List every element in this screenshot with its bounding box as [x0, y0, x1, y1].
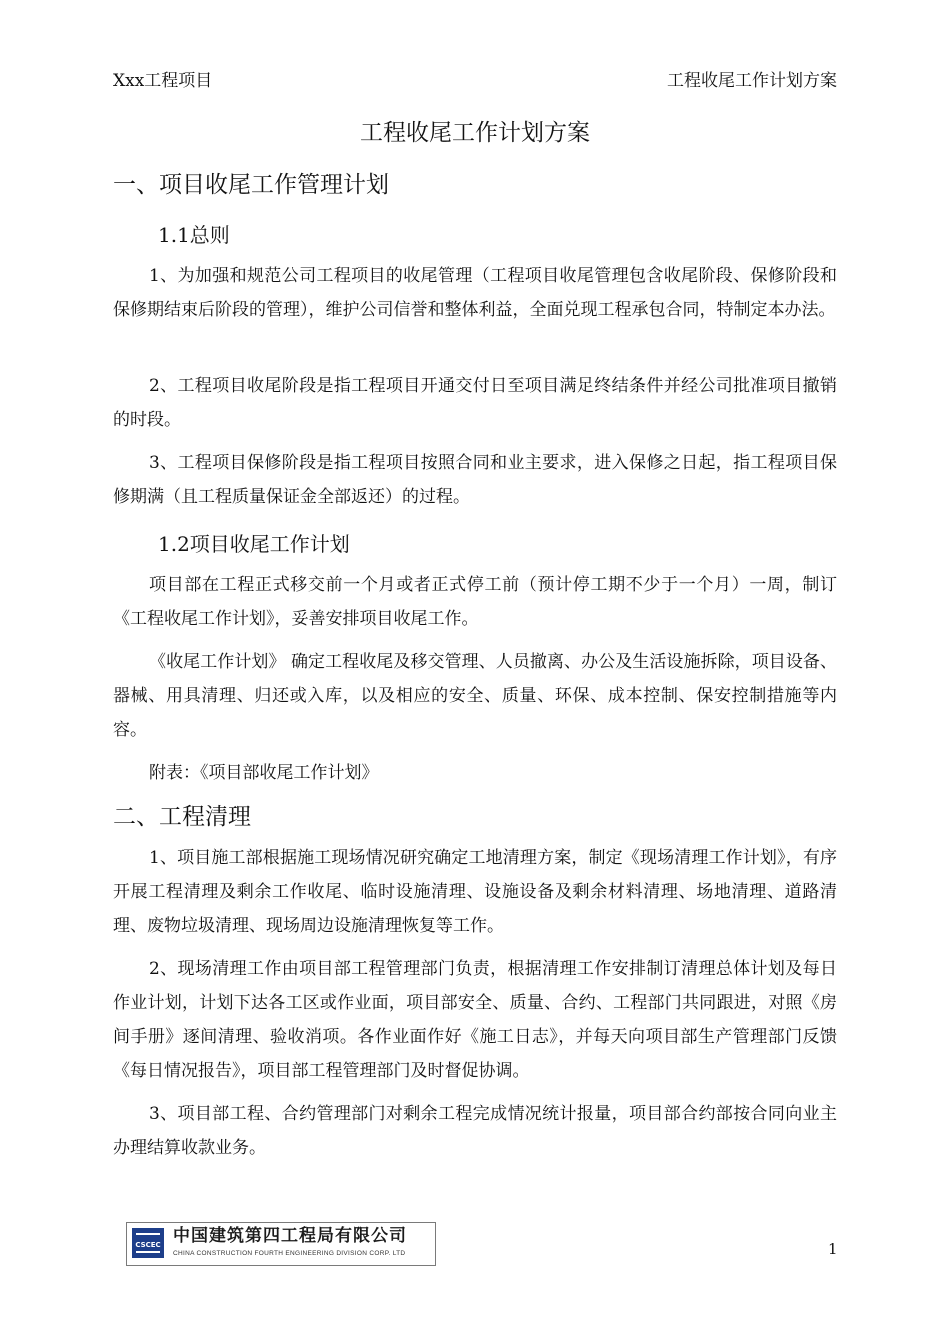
- paragraph: 3、项目部工程、合约管理部门对剩余工程完成情况统计报量，项目部合约部按合同向业主办理结算收款业务。: [113, 1104, 837, 1158]
- section-1-heading: 一、项目收尾工作管理计划: [113, 172, 389, 198]
- paragraph: 1、项目施工部根据施工现场情况研究确定工地清理方案，制定《现场清理工作计划》，有序开展工程清理及剩余工作收尾、临时设施清理、设施设备及剩余材料清理、场地清理、道路清理、废物垃圾清理、现场周边设施清理恢复等工作。: [113, 848, 837, 936]
- paragraph: 2、工程项目收尾阶段是指工程项目开通交付日至项目满足终结条件并经公司批准项目撤销的时段。: [113, 376, 837, 430]
- paragraph: 《收尾工作计划》 确定工程收尾及移交管理、人员撤离、办公及生活设施拆除，项目设备、器械、用具清理、归还或入库，以及相应的安全、质量、环保、成本控制、保安控制措施等内容。: [113, 652, 837, 740]
- subsection-1-1-heading: 1.1总则: [158, 223, 230, 247]
- paragraph: 1、为加强和规范公司工程项目的收尾管理（工程项目收尾管理包含收尾阶段、保修阶段和保修期结束后阶段的管理），维护公司信誉和整体利益，全面兑现工程承包合同，特制定本办法。: [113, 266, 837, 320]
- cscec-logo-icon: [132, 1228, 164, 1258]
- subsection-1-2-heading: 1.2项目收尾工作计划: [158, 532, 350, 556]
- company-logo: [126, 1222, 436, 1266]
- page-title: 工程收尾工作计划方案: [360, 120, 590, 146]
- header-document-title: 工程收尾工作计划方案: [667, 71, 837, 91]
- paragraph: 项目部在工程正式移交前一个月或者正式停工前（预计停工期不少于一个月）一周，制订《工程收尾工作计划》，妥善安排项目收尾工作。: [113, 575, 837, 629]
- logo-mark-text: CSCEC: [135, 1241, 161, 1249]
- paragraph: 附表：《项目部收尾工作计划》: [149, 763, 379, 783]
- section-2-heading: 二、工程清理: [113, 804, 251, 830]
- company-name-cn: 中国建筑第四工程局有限公司: [173, 1226, 407, 1246]
- header-project-name: Xxx工程项目: [113, 71, 213, 91]
- paragraph: 3、工程项目保修阶段是指工程项目按照合同和业主要求，进入保修之日起，指工程项目保修期满（且工程质量保证金全部返还）的过程。: [113, 453, 837, 507]
- page-number: 1: [828, 1240, 838, 1258]
- company-name-en: CHINA CONSTRUCTION FOURTH ENGINEERING DIVISION CORP. LTD: [173, 1250, 406, 1257]
- paragraph: 2、现场清理工作由项目部工程管理部门负责，根据清理工作安排制订清理总体计划及每日作业计划，计划下达各工区或作业面，项目部安全、质量、合约、工程部门共同跟进，对照《房间手册》逐间清理、验收消项。各作业面作好《施工日志》，并每天向项目部生产管理部门反馈《每日情况报告》，项目部工程管理部门及时督促协调。: [113, 959, 837, 1081]
